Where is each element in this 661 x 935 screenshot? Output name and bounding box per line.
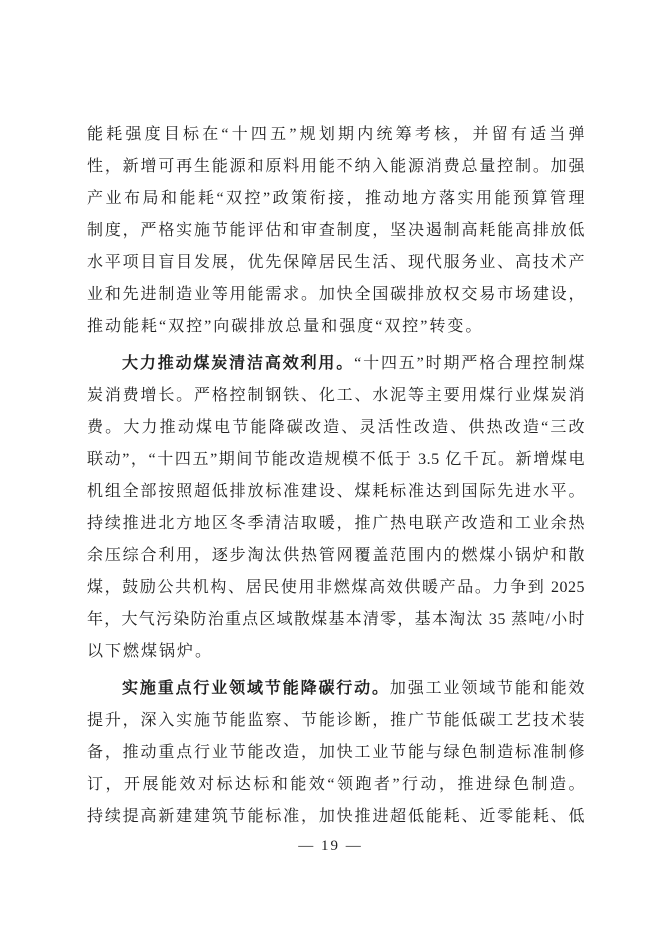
text-line: 制度，严格实施节能评估和审查制度，坚决遏制高耗能高排放低 — [87, 222, 585, 239]
text-line: 业和先进制造业等用能需求。加快全国碳排放权交易市场建设， — [87, 286, 585, 303]
paragraph-1 — [87, 119, 585, 343]
text-line: 联动”，“十四五”期间节能改造规模不低于 3.5 亿千瓦。新增煤电 — [87, 451, 585, 468]
text-line: 煤，鼓励公共机构、居民使用非燃煤高效供暖产品。力争到 2025 — [87, 579, 585, 596]
text-line: 推动能耗“双控”向碳排放总量和强度“双控”转变。 — [87, 318, 484, 335]
text-line: 能耗强度目标在“十四五”规划期内统筹考核，并留有适当弹 — [87, 126, 585, 143]
text-line — [87, 673, 585, 705]
paragraph-3 — [87, 673, 585, 833]
paragraph-2 — [87, 348, 585, 668]
text-line: 水平项目盲目发展，优先保障居民生活、现代服务业、高技术产 — [87, 254, 585, 271]
paragraph-lead: 实施重点行业领域节能降碳行动。 — [122, 680, 390, 697]
text-line: 炭消费增长。严格控制钢铁、化工、水泥等主要用煤行业煤炭消 — [87, 387, 585, 404]
paragraph-lead-rest: 加强工业领域节能和能效 — [389, 680, 585, 697]
text-line: 订，开展能效对标达标和能效“领跑者”行动，推进绿色制造。 — [87, 776, 585, 793]
text-line: 以下燃煤锅炉。 — [87, 643, 214, 660]
text-line: 费。大力推动煤电节能降碳改造、灵活性改造、供热改造“三改 — [87, 419, 585, 436]
text-line: 持续推进北方地区冬季清洁取暖，推广热电联产改造和工业余热 — [87, 515, 585, 532]
text-line: 产业布局和能耗“双控”政策衔接，推动地方落实用能预算管理 — [87, 190, 585, 207]
text-line: 备，推动重点行业节能改造，加快工业节能与绿色制造标准制修 — [87, 744, 585, 761]
document-text — [87, 119, 585, 833]
text-line — [87, 348, 585, 380]
paragraph-lead-rest: “十四五”时期严格合理控制煤 — [354, 355, 585, 372]
paragraph-lead: 大力推动煤炭清洁高效利用。 — [122, 355, 355, 372]
text-line: 性，新增可再生能源和原料用能不纳入能源消费总量控制。加强 — [87, 158, 585, 175]
text-line: 提升，深入实施节能监察、节能诊断，推广节能低碳工艺技术装 — [87, 712, 585, 729]
page-number: — 19 — — [298, 838, 363, 854]
text-line: 机组全部按照超低排放标准建设、煤耗标准达到国际先进水平。 — [87, 483, 585, 500]
text-line: 年，大气污染防治重点区域散煤基本清零，基本淘汰 35 蒸吨/小时 — [87, 611, 585, 628]
text-line: 持续提高新建建筑节能标准，加快推进超低能耗、近零能耗、低 — [87, 808, 585, 825]
text-line: 余压综合利用，逐步淘汰供热管网覆盖范围内的燃煤小锅炉和散 — [87, 547, 585, 564]
